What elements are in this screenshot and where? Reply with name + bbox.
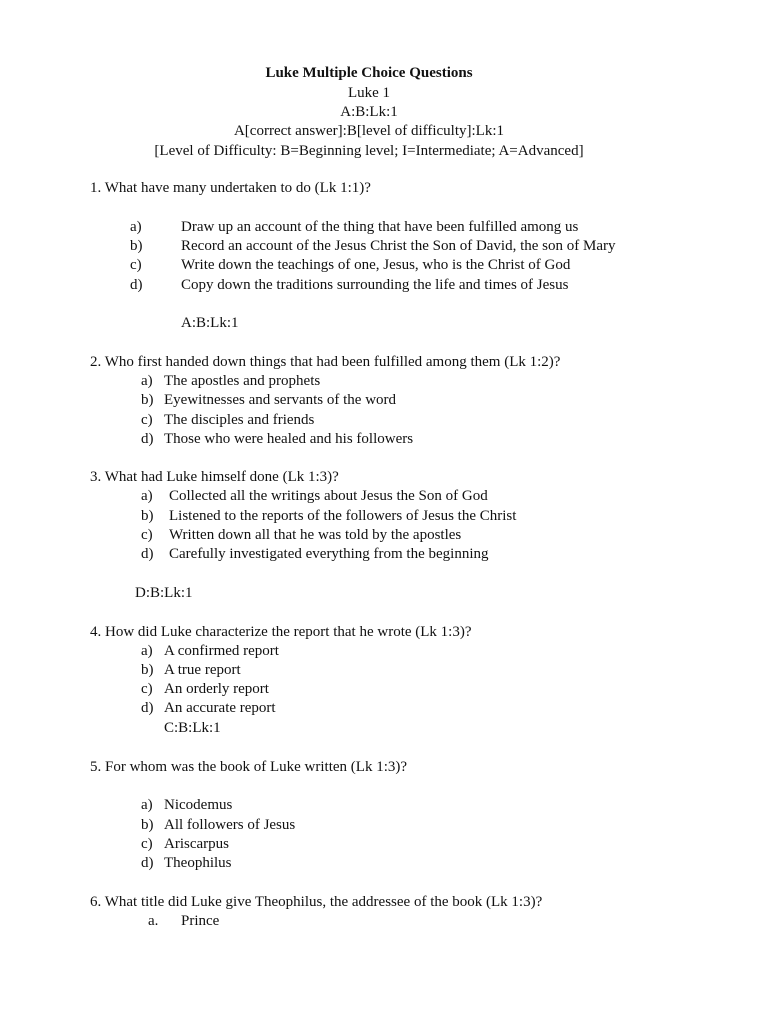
question-1-option-b: Record an account of the Jesus Christ the Son of David, the son of Mary xyxy=(181,238,616,254)
question-4-option-b: A true report xyxy=(164,662,241,678)
question-1-option-c: Write down the teachings of one, Jesus, who is the Christ of God xyxy=(181,257,571,273)
question-1-option-a: Draw up an account of the thing that have been fulfilled among us xyxy=(181,219,579,235)
question-3-option-b: Listened to the reports of the followers of Jesus the Christ xyxy=(169,508,517,524)
question-4-option-d-label: d) xyxy=(141,700,154,716)
question-5-option-d-label: d) xyxy=(141,855,154,871)
question-3-option-d: Carefully investigated everything from the beginning xyxy=(169,546,489,562)
question-1-option-b-label: b) xyxy=(130,238,143,254)
question-1-option-d: Copy down the traditions surrounding the life and times of Jesus xyxy=(181,277,569,293)
question-4-option-c: An orderly report xyxy=(164,681,269,697)
question-1-option-c-label: c) xyxy=(130,257,142,273)
question-3-answer-code: D:B:Lk:1 xyxy=(135,585,193,601)
question-3-option-d-label: d) xyxy=(141,546,154,562)
question-4-option-a: A confirmed report xyxy=(164,643,279,659)
question-2-option-d: Those who were healed and his followers xyxy=(164,431,414,447)
question-1-answer-code: A:B:Lk:1 xyxy=(181,315,239,331)
question-5-option-a: Nicodemus xyxy=(164,797,233,813)
question-1-option-d-label: d) xyxy=(130,277,143,293)
question-4-option-b-label: b) xyxy=(141,662,154,678)
question-2-option-b: Eyewitnesses and servants of the word xyxy=(164,392,397,408)
question-5-option-b-label: b) xyxy=(141,817,154,833)
question-2-option-c-label: c) xyxy=(141,412,153,428)
question-4-option-a-label: a) xyxy=(141,643,153,659)
question-5-option-a-label: a) xyxy=(141,797,153,813)
question-3-option-a-label: a) xyxy=(141,488,153,504)
question-2-option-b-label: b) xyxy=(141,392,154,408)
question-3-option-c-label: c) xyxy=(141,527,153,543)
question-1-option-a-label: a) xyxy=(130,219,142,235)
question-6-option-a-label: a. xyxy=(148,913,159,929)
question-3-option-c: Written down all that he was told by the apostles xyxy=(169,527,462,543)
question-2-option-a-label: a) xyxy=(141,373,153,389)
code-example: A:B:Lk:1 xyxy=(340,104,398,120)
question-5-option-b: All followers of Jesus xyxy=(164,817,296,833)
question-3-option-a: Collected all the writings about Jesus the Son of God xyxy=(169,488,488,504)
question-2-option-c: The disciples and friends xyxy=(164,412,315,428)
question-5-option-c-label: c) xyxy=(141,836,153,852)
question-5-option-c: Ariscarpus xyxy=(164,836,229,852)
question-2-option-a: The apostles and prophets xyxy=(164,373,321,389)
question-1-text: 1. What have many undertaken to do (Lk 1:1)? xyxy=(90,180,371,196)
question-6-text: 6. What title did Luke give Theophilus, the addressee of the book (Lk 1:3)? xyxy=(90,894,543,910)
question-4-option-d: An accurate report xyxy=(164,700,276,716)
question-4-option-c-label: c) xyxy=(141,681,153,697)
question-2-text: 2. Who first handed down things that had been fulfilled among them (Lk 1:2)? xyxy=(90,354,561,370)
difficulty-legend: [Level of Difficulty: B=Beginning level; I=Intermediate; A=Advanced] xyxy=(154,143,584,159)
question-6-option-a: Prince xyxy=(181,913,220,929)
question-2-option-d-label: d) xyxy=(141,431,154,447)
chapter-heading: Luke 1 xyxy=(347,85,391,101)
question-4-text: 4. How did Luke characterize the report that he wrote (Lk 1:3)? xyxy=(90,624,472,640)
question-5-text: 5. For whom was the book of Luke written (Lk 1:3)? xyxy=(90,759,408,775)
question-3-option-b-label: b) xyxy=(141,508,154,524)
document-title: Luke Multiple Choice Questions xyxy=(265,65,473,81)
code-legend: A[correct answer]:B[level of difficulty]:Lk:1 xyxy=(233,123,505,139)
question-3-text: 3. What had Luke himself done (Lk 1:3)? xyxy=(90,469,339,485)
question-5-option-d: Theophilus xyxy=(164,855,232,871)
question-4-answer-code: C:B:Lk:1 xyxy=(164,720,221,736)
